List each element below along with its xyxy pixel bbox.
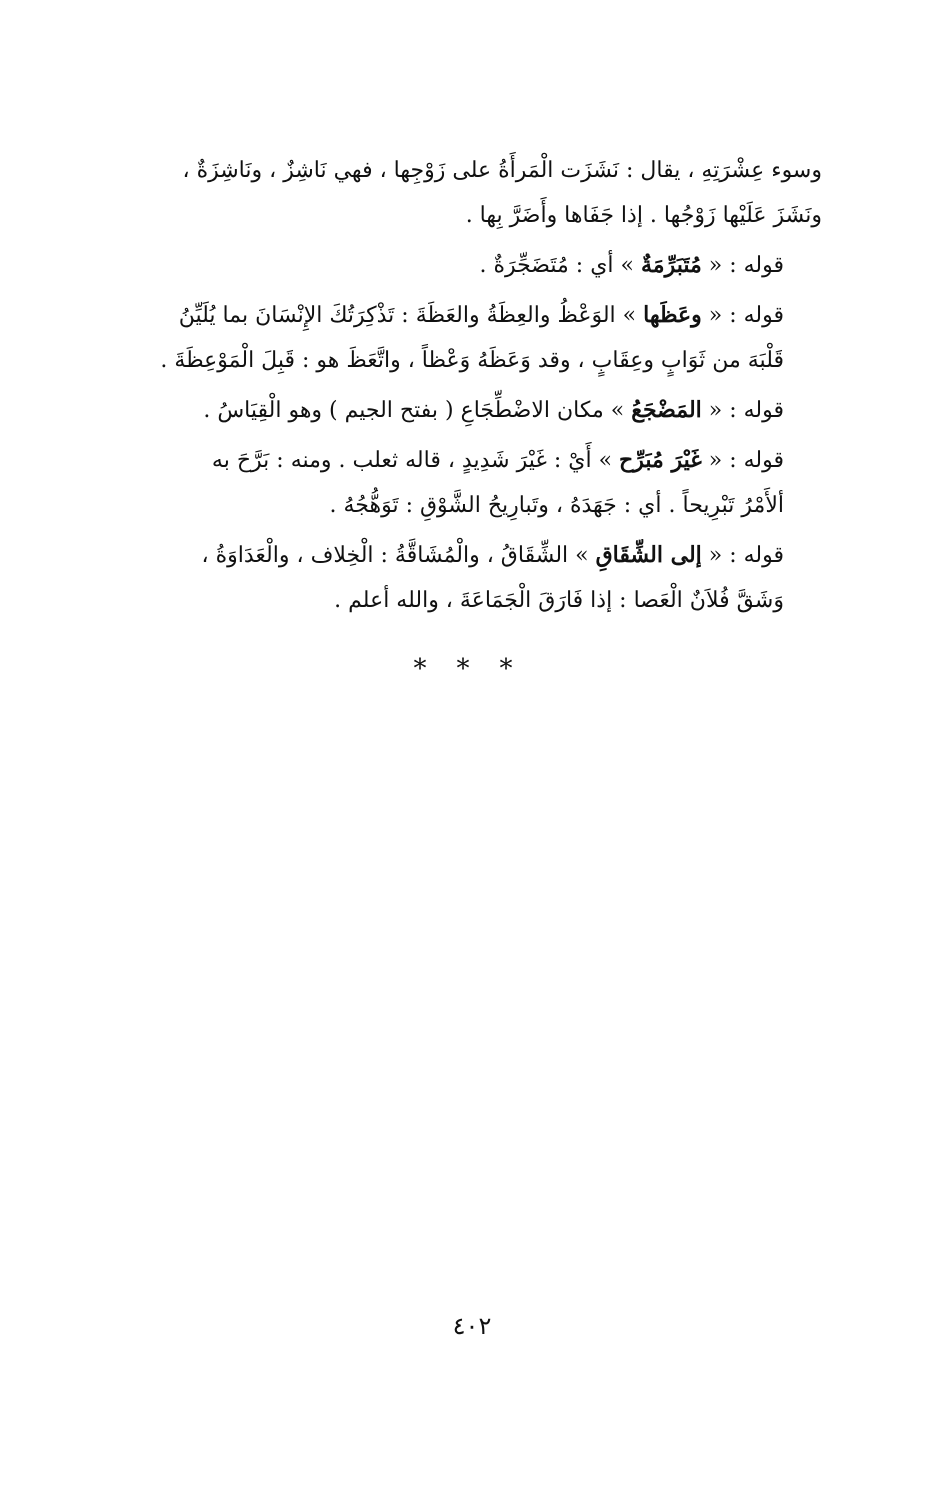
paragraph [110,388,822,433]
entry-keyword: وعَظَها [643,302,702,328]
text-line [110,243,784,288]
line-text: قَلْبَهَ من ثَوَابٍ وعِقَابٍ ، وقد وَعَظَهُ وَعْظاً ، واتَّعَظَ هو : قَبِلَ الْمَوْعِظَةَ . [160,348,784,373]
text-line [110,388,784,433]
paragraph [110,148,822,238]
line-text: » مكان الاضْطِّجَاعِ ( بفتح الجيم ) وهو الْقِيَاسُ . [203,398,632,423]
separator-asterisk: * [413,654,445,684]
line-text: » الشِّقَاقُ ، والْمُشَاقَّةُ : الْخِلاف ، والْعَدَاوَةُ ، [201,543,596,568]
body-text [110,148,822,623]
paragraph [110,438,822,528]
entry-keyword: إلى الشِّقَاقِ [595,542,702,568]
paragraph [110,533,822,623]
entry-keyword: غَيْرَ مُبَرِّح [619,447,702,473]
line-text: » أي : مُتَضَجِّرَةٌ . [479,253,641,278]
text-line [110,193,822,238]
text-line [110,533,784,578]
paragraph [110,293,822,383]
quote-prefix: قوله : « [701,303,784,328]
line-text: » الوَعْظُ والعِظَةُ والعَظَةَ : تَذْكِرَتُكَ الإِنْسَانَ بما يُلَيِّنُ [178,303,644,328]
section-separator [0,654,944,684]
quote-prefix: قوله : « [701,448,784,473]
line-text: وَشَقَّ فُلاَنٌ الْعَصا : إذا فَارَقَ الْجَمَاعَةَ ، والله أعلم . [334,588,784,613]
line-text: ألأَمْرُ تَبْرِيحاً . أي : جَهَدَهُ ، وتَبارِيحُ الشَّوْقِ : تَوَهُّجُهُ . [329,493,784,518]
line-text: وسوء عِشْرَتِهِ ، يقال : نَشَزَت الْمَرأَةُ على زَوْجِها ، فهي نَاشِزٌ ، ونَاشِزَةٌ ، [182,158,822,183]
quote-prefix: قوله : « [701,253,784,278]
text-line [110,438,784,483]
text-line [110,338,784,383]
line-text: » أَيْ : غَيْرَ شَدِيدٍ ، قاله ثعلب . ومنه : بَرَّحَ به [211,448,620,473]
text-line [110,293,784,338]
entry-keyword: المَضْجَعُ [631,397,702,423]
paragraph [110,243,822,288]
quote-prefix: قوله : « [701,398,784,423]
text-line [110,148,822,193]
text-line [110,578,784,623]
page-number: ٤٠٢ [452,1312,492,1340]
separator-asterisk: * [499,654,531,684]
quote-prefix: قوله : « [701,543,784,568]
line-text: ونَشَزَ عَلَيْها زَوْجُها . إذا جَفَاها وأَضَرَّ بِها . [465,203,822,228]
text-line [110,483,784,528]
separator-asterisk: * [456,654,488,684]
entry-keyword: مُتَبَرِّمَةٌ [640,252,702,278]
